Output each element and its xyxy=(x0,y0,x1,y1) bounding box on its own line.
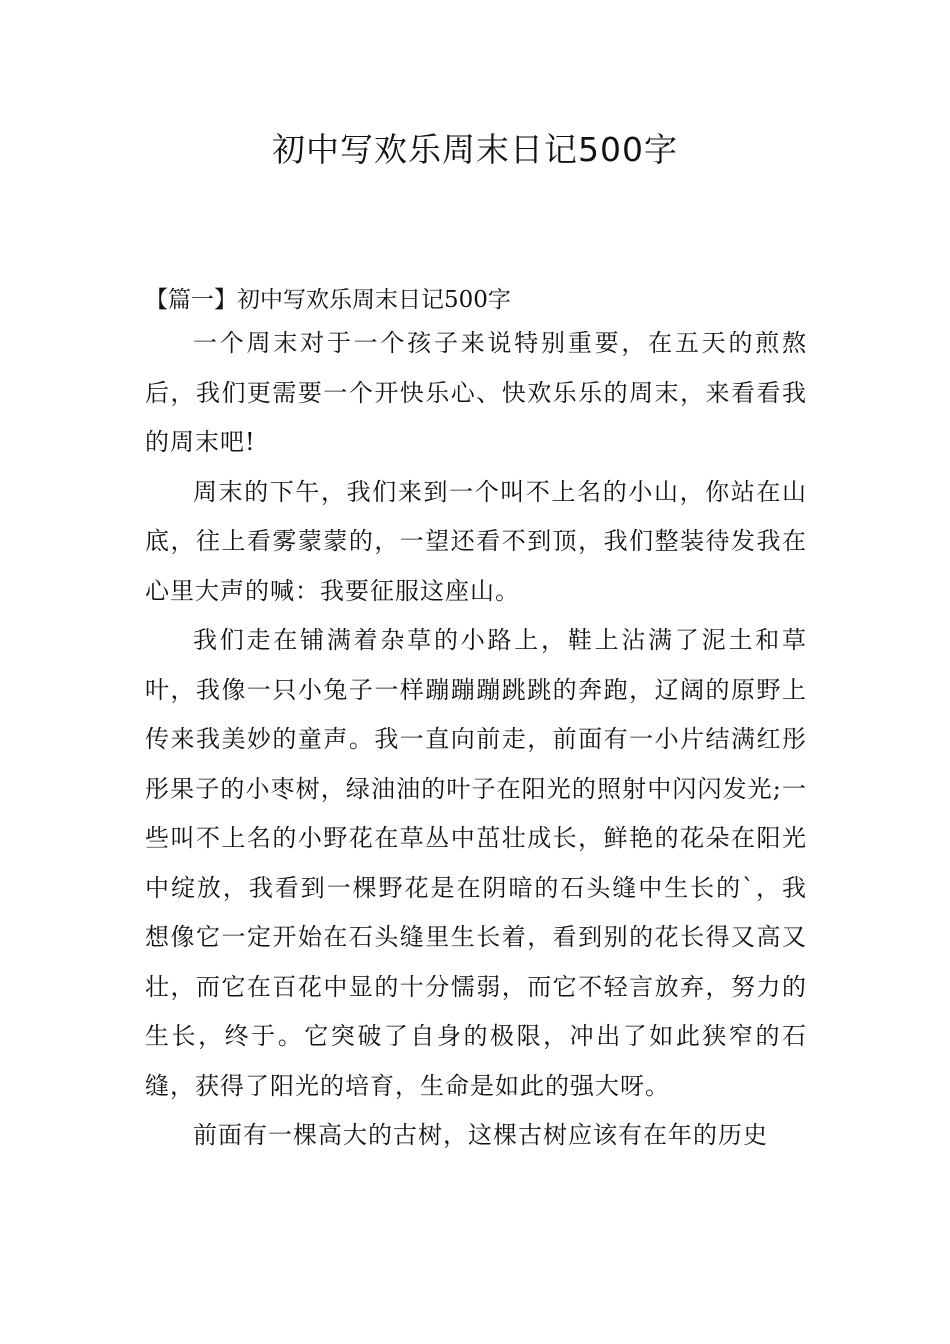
document-title: 初中写欢乐周末日记500字 xyxy=(272,130,678,169)
paragraph-3: 我们走在铺满着杂草的小路上，鞋上沾满了泥土和草叶，我像一只小兔子一样蹦蹦蹦跳跳的奔跑，辽阔的原野上传来我美妙的童声。我一直向前走，前面有一小片结满红彤彤果子的小枣树，绿油油的叶子在阳光的照射中闪闪发光;一些叫不上名的小野花在草丛中茁壮成长，鲜艳的花朵在阳光中绽放，我看到一棵野花是在阴暗的石头缝中生长的`，我想像它一定开始在石头缝里生长着，看到别的花长得又高又壮，而它在百花中显的十分懦弱，而它不轻言放弃，努力的生长，终于。它突破了自身的极限，冲出了如此狭窄的石缝，获得了阳光的培育，生命是如此的强大呀。 xyxy=(145,626,807,1100)
document-body xyxy=(145,281,807,1161)
paragraph-4: 前面有一棵高大的古树，这棵古树应该有在年的历史 xyxy=(193,1121,768,1149)
paragraph-1: 一个周末对于一个孩子来说特别重要，在五天的煎熬后，我们更需要一个开快乐心、快欢乐乐的周末，来看看我的周末吧! xyxy=(145,329,807,456)
section-heading: 【篇一】初中写欢乐周末日记500字 xyxy=(145,287,511,313)
paragraph-2: 周末的下午，我们来到一个叫不上名的小山，你站在山底，往上看雾蒙蒙的，一望还看不到顶，我们整装待发我在心里大声的喊：我要征服这座山。 xyxy=(145,477,807,605)
